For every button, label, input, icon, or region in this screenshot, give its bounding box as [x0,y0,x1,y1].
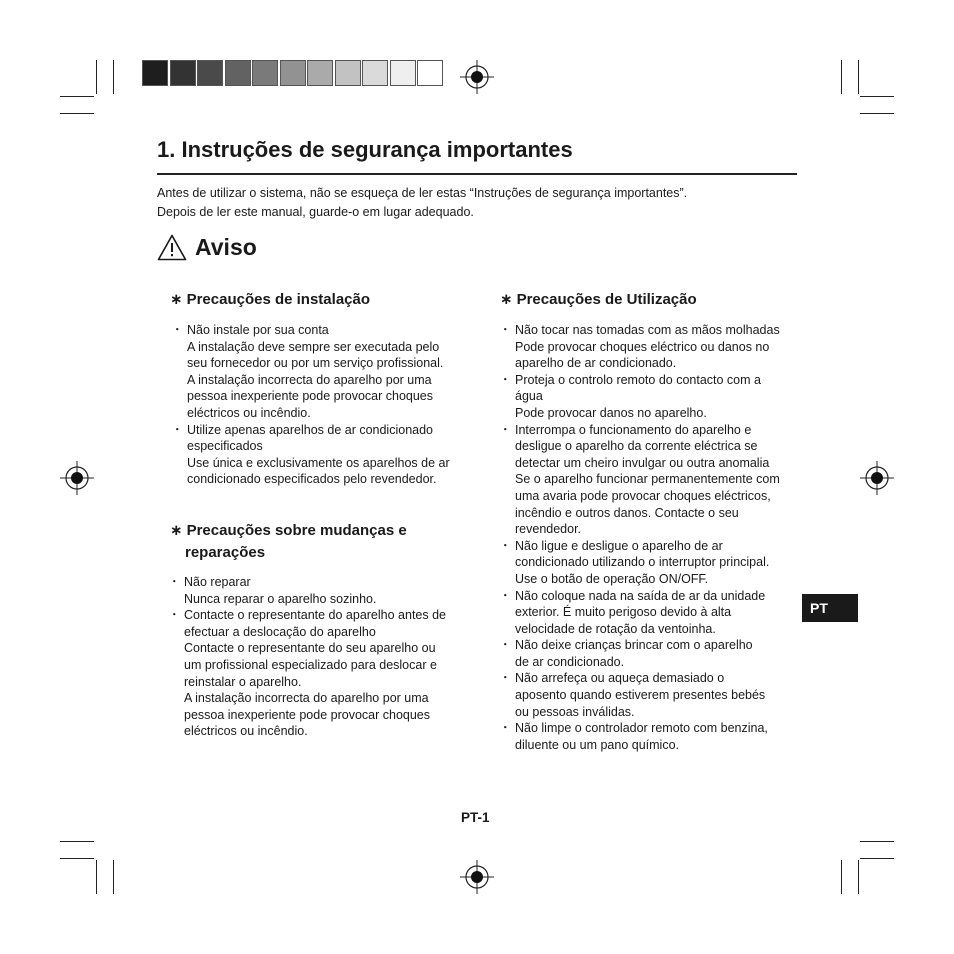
intro-line: Depois de ler este manual, guarde-o em lugar adequado. [157,205,474,219]
gray-swatch [252,60,278,86]
list-item [175,322,485,422]
list-item-line: Se o aparelho funcionar permanentemente com [515,472,780,487]
repair-list [172,574,482,740]
registration-mark-icon [460,60,494,94]
list-item [503,538,813,588]
gray-swatch [335,60,361,86]
list-item-line: condicionado especificados pelo revendedor. [187,472,437,487]
list-item-head: ・ Utilize apenas aparelhos de ar condicionado [187,422,433,437]
list-item [503,637,813,670]
usage-list [503,322,813,753]
list-item-line: diluente ou um pano químico. [515,737,679,752]
registration-mark-icon [860,461,894,495]
list-item-line: exterior. É muito perigoso devido à alta [515,605,732,620]
list-item-line: Pode provocar choques eléctrico ou danos no [515,339,770,354]
list-item-line: efectuar a deslocação do aparelho [184,624,376,639]
list-item-line: seu fornecedor ou por um serviço profissional. [187,356,444,371]
list-item [503,322,813,372]
intro-line: Antes de utilizar o sistema, não se esqueça de ler estas “Instruções de segurança importantes”. [157,186,688,200]
warning-heading [157,234,257,261]
gray-swatch [225,60,251,86]
list-item-head: ・ Não deixe crianças brincar com o aparelho [515,638,753,653]
list-item-line: Pode provocar danos no aparelho. [515,405,707,420]
list-item-line: aposento quando estiverem presentes bebés [515,688,766,703]
installation-list [175,322,485,488]
list-item-line: uma avaria pode provocar choques eléctricos, [515,488,771,503]
gray-swatch [417,60,443,86]
list-item-head: ・ Não arrefeça ou aqueça demasiado o [515,671,725,686]
list-item-line: de ar condicionado. [515,654,625,669]
list-item-line: pessoa inexperiente pode provocar choques [184,707,431,722]
asterisk-icon: ∗ [170,291,183,308]
list-item-line: especificados [187,439,263,454]
gray-swatch [362,60,388,86]
list-item-line: pessoa inexperiente pode provocar choques [187,389,434,404]
title-divider [157,173,797,175]
registration-mark-icon [460,860,494,894]
intro-paragraph [157,184,687,222]
list-item-line: ou pessoas inválidas. [515,704,635,719]
list-item-line: água [515,389,543,404]
list-item-line: Nunca reparar o aparelho sozinho. [184,591,377,606]
list-item-line: eléctricos ou incêndio. [184,724,308,739]
list-item-line: aparelho de ar condicionado. [515,356,677,371]
page-title: 1. Instruções de segurança importantes [157,137,573,162]
gray-swatch [142,60,168,86]
list-item-head: ・ Interrompa o funcionamento do aparelho e [515,422,752,437]
gray-swatch [390,60,416,86]
list-item-line: Use o botão de operação ON/OFF. [515,571,709,586]
section-title-usage: ∗ Precauções de Utilização [500,291,697,308]
list-item-head: ・ Não limpe o controlador remoto com benzina, [515,721,768,736]
list-item [175,422,485,488]
list-item-line: A instalação incorrecta do aparelho por uma [187,372,432,387]
list-item [503,670,813,720]
list-item [503,720,813,753]
asterisk-icon: ∗ [500,291,513,308]
list-item [503,588,813,638]
registration-mark-icon [60,461,94,495]
gray-swatch [197,60,223,86]
list-item-line: detectar um cheiro invulgar ou outra anomalia [515,455,770,470]
asterisk-icon: ∗ [170,522,183,539]
list-item-line: revendedor. [515,522,582,537]
list-item-head: ・ Não ligue e desligue o aparelho de ar [515,538,723,553]
list-item-line: incêndio e outros danos. Contacte o seu [515,505,739,520]
list-item-head: ・ Não reparar [184,575,251,589]
list-item-line: um profissional especializado para deslocar e [184,657,437,672]
gray-swatch [170,60,196,86]
list-item [172,574,482,607]
warning-triangle-icon [157,234,187,261]
list-item-line: Contacte o representante do seu aparelho ou [184,641,436,656]
list-item [503,422,813,538]
list-item-line: velocidade de rotação da ventoinha. [515,621,716,636]
list-item-head: ・ Não coloque nada na saída de ar da unidade [515,588,766,603]
page-number: PT-1 [461,810,490,825]
section-title-installation: ∗ Precauções de instalação [170,291,371,308]
list-item [503,372,813,422]
gray-swatch [307,60,333,86]
list-item-line: condicionado utilizando o interruptor principal. [515,555,770,570]
list-item-head: ・ Proteja o controlo remoto do contacto com a [515,372,761,387]
list-item-line: eléctricos ou incêndio. [187,405,311,420]
list-item [172,607,482,740]
warning-label: Aviso [195,234,257,260]
list-item-line: A instalação incorrecta do aparelho por uma [184,691,429,706]
list-item-line: reinstalar o aparelho. [184,674,302,689]
section-title-repair: ∗ Precauções sobre mudanças e reparações [170,522,407,561]
list-item-line: desligue o aparelho da corrente eléctrica se [515,439,758,454]
list-item-line: A instalação deve sempre ser executada pelo [187,339,440,354]
list-item-line: Use única e exclusivamente os aparelhos de ar [187,455,450,470]
gray-swatch [280,60,306,86]
list-item-head: ・ Contacte o representante do aparelho antes de [184,608,446,623]
language-badge: PT [802,594,858,622]
list-item-head: ・ Não instale por sua conta [187,323,329,337]
list-item-head: ・ Não tocar nas tomadas com as mãos molhadas [515,323,780,337]
